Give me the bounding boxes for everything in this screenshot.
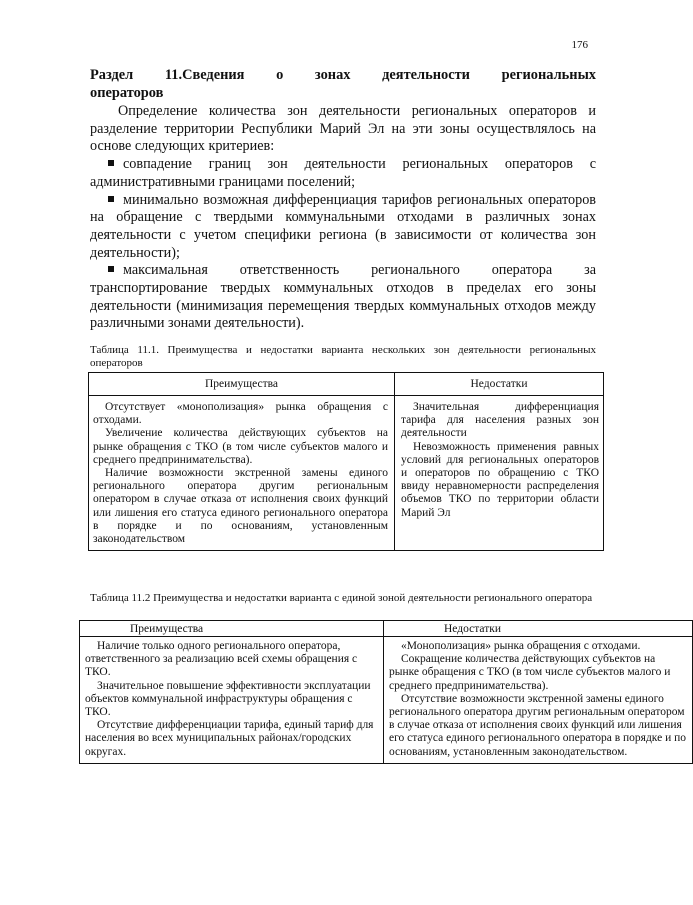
table2-disadvantages-cell [384, 637, 693, 764]
table2-disadvantage: «Монополизация» рынка обращения с отходами. [401, 640, 641, 652]
square-bullet-icon [108, 196, 114, 202]
table2-disadvantage: Отсутствие возможности экстренной замены единого регионального оператора другим региональным оператором в случае отказа от исполнения своих функций или лишения его статуса единого регионального оператора в порядке и по основаниям, установленным законодательством. [389, 692, 687, 758]
table1-disadvantages-cell [395, 396, 604, 551]
intro-block [90, 103, 596, 333]
square-bullet-icon [108, 266, 114, 272]
table2-row [80, 637, 693, 764]
table1-advantages-cell [89, 396, 395, 551]
table1-advantage: Увеличение количества действующих субъектов на рынке обращения с ТКО (в том числе субъектов малого и среднего предпринимательства). [93, 427, 388, 466]
table1 [88, 372, 604, 551]
criteria-item-text: совпадение границ зон деятельности региональных операторов с административными границами поселений; [90, 156, 596, 190]
square-bullet-icon [108, 160, 114, 166]
table2-advantages-cell [80, 637, 384, 764]
table1-header-disadvantages: Недостатки [395, 373, 604, 396]
table1-disadvantage: Значительная дифференциация тарифа для населения разных зон деятельности [401, 401, 599, 440]
table1-row [89, 396, 604, 551]
table2-header-row [80, 621, 693, 637]
table2-header-advantages: Преимущества [80, 621, 384, 637]
section-heading-line2: операторов [90, 85, 164, 101]
table2-advantage: Наличие только одного регионального оператора, ответственного за реализацию всей схемы обращения с ТКО. [85, 640, 358, 679]
criteria-item-text: минимально возможная дифференциация тарифов региональных операторов на обращение с твердыми коммунальными отходами в различных зонах деятельности с учетом специфики региона (в зависимости от количества зон деятельности); [90, 191, 596, 261]
table2-caption: Таблица 11.2 Преимущества и недостатки варианта с единой зоной деятельности регионального оператора [90, 592, 593, 604]
criteria-item [90, 156, 596, 191]
table2-disadvantage: Сокращение количества действующих субъектов на рынке обращения с ТКО (в том числе субъектов малого и среднего предпринимательства). [389, 653, 671, 692]
table1-header-row [89, 373, 604, 396]
section-heading [90, 66, 596, 102]
table2-advantage: Значительное повышение эффективности эксплуатации объектов коммунальной инфраструктуры обращения с ТКО. [85, 679, 371, 719]
criteria-item [90, 262, 596, 333]
criteria-item-text: максимальная ответственность регионального оператора за транспортирование твердых коммунальных отходов в пределах его зоны деятельности (минимизация перемещения твердых коммунальных отходов между различными зонами деятельности). [90, 262, 596, 332]
table2 [79, 620, 693, 764]
table1-caption: Таблица 11.1. Преимущества и недостатки варианта нескольких зон деятельности региональных операторов [90, 344, 596, 369]
table1-advantage: Отсутствует «монополизация» рынка обращения с отходами. [93, 401, 388, 427]
page-number: 176 [571, 39, 588, 51]
table1-header-advantages: Преимущества [89, 373, 395, 396]
table2-advantage: Отсутствие дифференциации тарифа, единый тариф для населения во всех муниципальных районах/городских округах. [85, 719, 374, 758]
table2-header-disadvantages: Недостатки [384, 621, 693, 637]
table1-advantage: Наличие возможности экстренной замены единого регионального оператора другим региональным оператором в случае отказа от исполнения своих функций или лишения его статуса единого регионального оператора в порядке и по основаниям, установленным законодательством [93, 467, 388, 546]
table1-disadvantage: Невозможность применения равных условий для региональных операторов и операторов по обращению с ТКО ввиду неравномерности распределения объемов ТКО по территории области Марий Эл [401, 440, 599, 519]
section-heading-line1: Раздел 11.Сведения о зонах деятельности региональных [90, 67, 596, 83]
criteria-item [90, 192, 596, 263]
intro-paragraph: Определение количества зон деятельности региональных операторов и разделение территории Республики Марий Эл на эти зоны осуществлялось на основе следующих критериев: [90, 103, 596, 155]
